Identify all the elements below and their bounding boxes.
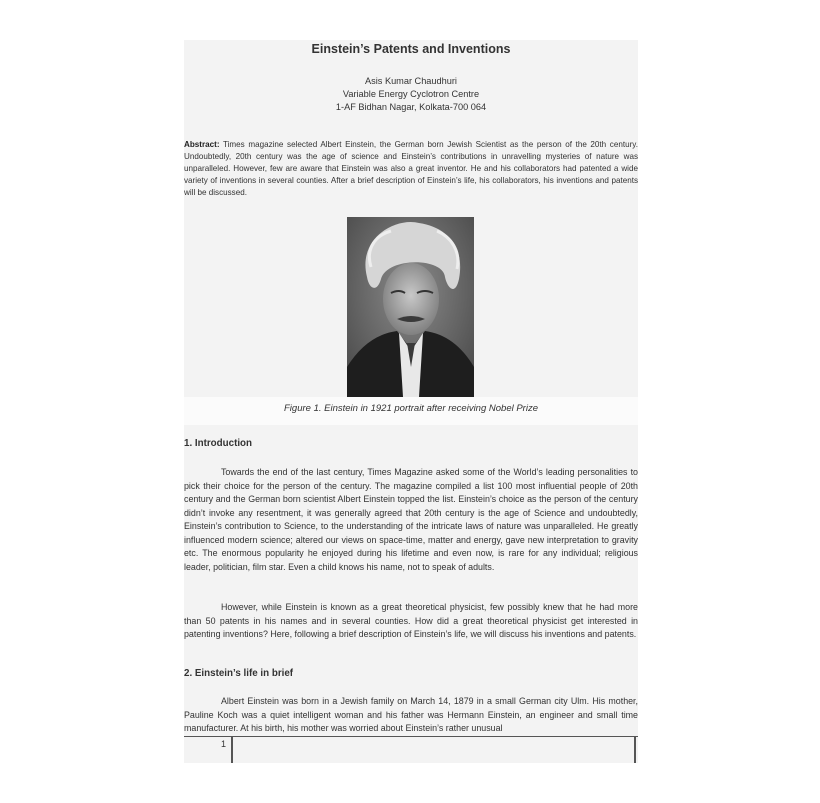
life-paragraph-1: Albert Einstein was born in a Jewish family on March 14, 1879 in a small German city Ulm. His mother, Pauline Koch was a quiet intelligent woman and his father was Hermann Einstein, an engineer and small time manufacturer. At his birth, his mother was worried about Einstein’s rather unusual — [184, 696, 638, 733]
section-heading-introduction: 1. Introduction — [184, 438, 253, 449]
footer-rule — [184, 736, 638, 737]
figure-caption: Figure 1. Einstein in 1921 portrait after receiving Nobel Prize — [284, 403, 538, 414]
paper-title: Einstein’s Patents and Inventions — [311, 42, 511, 56]
author-address: 1-AF Bidhan Nagar, Kolkata-700 064 — [335, 102, 487, 112]
author-affiliation: Variable Energy Cyclotron Centre — [342, 89, 480, 99]
document-page — [184, 40, 638, 763]
introduction-paragraph-2: However, while Einstein is known as a great theoretical physicist, few possibly knew that he had more than 50 patents in his names and in several counties. How did a great theoretical physicist get interested in patenting inventions? Here, following a brief description of Einstein’s life, we will discuss his inventions and patents. — [184, 602, 638, 639]
introduction-paragraph-1: Towards the end of the last century, Times Magazine asked some of the World’s leading personalities to pick their choice for the person of the century. The magazine compiled a list 100 most influential people of 20th century and the German born scientist Albert Einstein topped the list. Einstein’s choice as the person of the century didn’t invoke any resentment, it was generally agreed that 20th century is the age of Science and undoubtedly, Einstein’s contribution to Science, to the understanding of the intricate laws of nature was unparalleled. He greatly influenced modern science; altered our views on space-time, matter and energy, gave new interpretation to gravity etc. The enormous popularity he enjoyed during his lifetime and even now, is rare for any individual; religious leader, politician, film star. Even a child knows his name, not to speak of adults. — [184, 467, 638, 572]
footer-left-border — [231, 737, 233, 763]
author-block — [184, 75, 638, 114]
section-heading-life: 2. Einstein’s life in brief — [184, 668, 294, 679]
abstract — [184, 139, 638, 199]
portrait-illustration — [347, 217, 474, 397]
footer-right-border — [634, 737, 636, 763]
einstein-portrait-image — [347, 217, 474, 397]
author-name: Asis Kumar Chaudhuri — [365, 76, 457, 86]
abstract-label: Abstract: — [184, 140, 220, 149]
page-number: 1 — [221, 739, 227, 749]
abstract-text: Times magazine selected Albert Einstein, the German born Jewish Scientist as the person of the 20th century. Undoubtedly, 20th century was the age of science and Einstein’s contributions in unravelling mysteries of nature was unparalleled. However, few are aware that Einstein was also a great inventor. He and his collaborators had patented a wide variety of inventions in several counties. After a brief description of Einstein’s life, his collaborators, his inventions and patents will be discussed. — [184, 140, 638, 198]
